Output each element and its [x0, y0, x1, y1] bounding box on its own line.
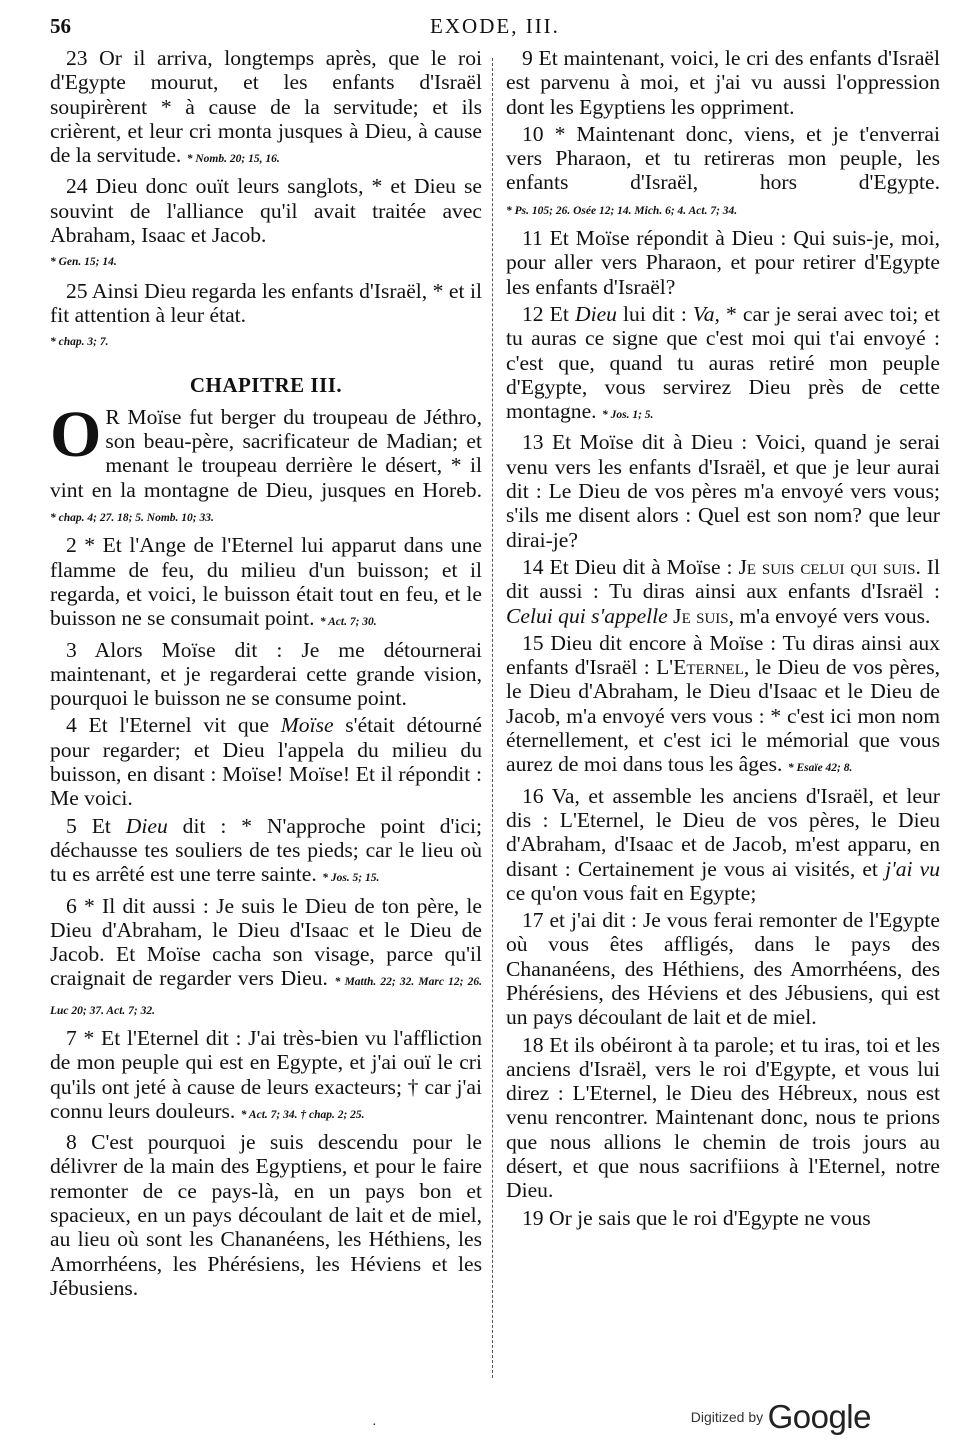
google-logo: Google — [767, 1398, 871, 1435]
verse-13: 13 Et Moïse dit à Dieu : Voici, quand je serai venu vers les enfants d'Israël, et que je leur aurai dit : Le Dieu de vos pères m'a envoyé vers vous; s'ils me disent alors : Quel est son nom? que leur dirai-je? — [506, 430, 940, 552]
verse-8: 8 C'est pourquoi je suis descendu pour le délivrer de la main des Egyptiens, et pour le faire remonter de ce pays-là, en un pays bon et spacieux, en un pays découlant de lait et de miel, au lieu où sont les Chananéens, les Héthiens, les Amorrhéens, les Phérésiens, les Héviens et les Jébusiens. — [50, 1130, 482, 1300]
verse-12: 12 Et Dieu lui dit : Va, * car je serai avec toi; et tu auras ce signe que c'est moi qui t'ai envoyé : c'est que, quand tu auras retiré mon peuple d'Egypte, vous servirez Dieu près de cette montagne. * Jos. 1; 5. — [506, 301, 940, 424]
verse-2: 2 * Et l'Ange de l'Eternel lui apparut dans une flamme de feu, du milieu d'un buisson; et il regarda, et voici, le buisson était tout en feu, et le buisson ne se consumait point. * Act. 7; 30. — [50, 533, 482, 631]
digitized-watermark — [691, 1398, 871, 1436]
verse-15: 15 Dieu dit encore à Moïse : Tu diras ainsi aux enfants d'Israël : L'Eternel, le Dieu de vos pères, le Dieu d'Abraham, le Dieu d'Isaac et le Dieu de Jacob, m'a envoyé vers vous : * c'est ici mon nom éternellement, et c'est ici le mémorial que vous aurez de moi dans tous les âges. * Esaïe 42; 8. — [506, 630, 941, 777]
chapter-title: CHAPITRE III. — [189, 372, 343, 397]
digitized-label: Digitized by — [690, 1409, 764, 1425]
page-header — [50, 14, 940, 44]
verse-14: 14 Et Dieu dit à Moïse : Je suis celui qui suis. Il dit aussi : Tu diras ainsi aux enfants d'Israël : Celui qui s'appelle Je suis, m'a envoyé vers vous. — [506, 554, 940, 628]
verse-ref: * Jos. 1; 5. — [601, 409, 654, 422]
page-mark: · — [372, 1418, 377, 1433]
verse-5: 5 Et Dieu dit : * N'approche point d'ici; déchausse tes souliers de tes pieds; car le lieu où tu es arrêté est une terre sainte. * Jos. 5; 15. — [50, 813, 482, 887]
verse-24: 24 Dieu donc ouït leurs sanglots, * et Dieu se souvint de l'alliance qu'il avait traitée avec Abraham, Isaac et Jacob. — [50, 174, 482, 248]
verse-ref: * Esaïe 42; 8. — [787, 762, 853, 775]
verse-1: O R Moïse fut berger du troupeau de Jéthro, son beau-père, sacrificateur de Madian; et menant le troupeau derrière le désert, * il vint en la montagne de Dieu, jusques en Horeb. * chap. 4; 27. 18; 5. Nomb. 10; 33. — [50, 397, 482, 525]
page-number: 56 — [50, 14, 71, 38]
verse-16: 16 Va, et assemble les anciens d'Israël, et leur dis : L'Eternel, le Dieu de vos pères, le Dieu d'Abraham, d'Isaac et de Jacob, m'est apparu, en disant : Certainement je vous ai visités, et j'ai vu ce qu'on vous fait en Egypte; — [506, 783, 941, 905]
column-divider — [492, 58, 493, 1378]
left-column — [50, 46, 482, 1303]
right-column — [506, 46, 940, 1233]
verse-ref: * Nomb. 20; 15, 16. — [186, 153, 280, 166]
verse-ref: * Act. 7; 34. † chap. 2; 25. — [240, 1108, 365, 1121]
verse-19: 19 Or je sais que le roi d'Egypte ne vous — [522, 1205, 871, 1230]
verse-3: 3 Alors Moïse dit : Je me détournerai maintenant, et je regarderai cette grande vision, pourquoi le buisson ne se consume point. — [50, 637, 482, 711]
verse-ref: * Matth. 22; 32. Marc 12; 26. Luc 20; 37. Act. 7; 32. — [50, 976, 483, 1017]
verse-25: 25 Ainsi Dieu regarda les enfants d'Israël, * et il fit attention à leur état. — [50, 278, 482, 327]
running-title: EXODE, III. — [430, 14, 560, 38]
verse-10: 10 * Maintenant donc, viens, et je t'enverrai vers Pharaon, et tu retireras mon peuple, les enfants d'Israël, hors d'Egypte. * Ps. 105; 26. Osée 12; 14. Mich. 6; 4. Act. 7; 34. — [506, 121, 940, 217]
verse-23: 23 Or il arriva, longtemps après, que le roi d'Egypte mourut, et les enfants d'Israël soupirèrent * à cause de la servitude; et ils crièrent, et leur cri monta jusques à Dieu, à cause de la servitude. * Nomb. 20; 15, 16. — [50, 46, 482, 168]
drop-cap: O — [50, 397, 102, 471]
verse-11: 11 Et Moïse répondit à Dieu : Qui suis-je, moi, pour aller vers Pharaon, et pour retirer d'Egypte les enfants d'Israël? — [506, 226, 940, 299]
verse-ref: * Jos. 5; 15. — [322, 872, 380, 885]
verse-7: 7 * Et l'Eternel dit : J'ai très-bien vu l'affliction de mon peuple qui est en Egypte, et j'ai ouï le cri qu'ils ont jeté à cause de leurs exacteurs; † car j'ai connu leurs douleurs. * Act. 7; 34. † chap. 2; 25. — [50, 1025, 482, 1123]
verse-9: 9 Et maintenant, voici, le cri des enfants d'Israël est parvenu à moi, et j'ai vu aussi l'oppression dont les Egyptiens les oppriment. — [506, 46, 940, 119]
verse-4: 4 Et l'Eternel vit que Moïse s'était détourné pour regarder; et Dieu l'appela du milieu du buisson, en disant : Moïse! Moïse! Et il répondit : Me voici. — [50, 713, 483, 811]
verse-6: 6 * Il dit aussi : Je suis le Dieu de ton père, le Dieu d'Abraham, le Dieu d'Isaac et le Dieu de Jacob. Et Moïse cacha son visage, parce qu'il craignait de regarder vers Dieu. * Matth. 22; 32. Marc 12; 26. Luc 20; 37. Act. 7; 32. — [50, 893, 483, 1017]
verse-ref: * Act. 7; 30. — [319, 616, 377, 629]
verse-ref: * Ps. 105; 26. Osée 12; 14. Mich. 6; 4. Act. 7; 34. — [506, 204, 738, 217]
verse-ref: * Gen. 15; 14. — [50, 256, 117, 269]
verse-ref: * chap. 3; 7. — [50, 336, 109, 349]
verse-17: 17 et j'ai dit : Je vous ferai remonter de l'Egypte où vous êtes affligés, dans le pays des Chananéens, des Héthiens, des Amorrhéens, des Phérésiens, des Héviens et des Jébusiens, qui est un pays découlant de lait et de miel. — [506, 908, 940, 1030]
verse-ref: * chap. 4; 27. 18; 5. Nomb. 10; 33. — [50, 512, 214, 525]
verse-18: 18 Et ils obéiront à ta parole; et tu iras, toi et les anciens d'Israël, vers le roi d'Egypte, et vous lui direz : L'Eternel, le Dieu des Hébreux, nous est venu rencontrer. Maintenant donc, nous te prions que nous allions le chemin de trois jours au désert, et que nous sacrifiions à l'Eternel, notre Dieu. — [506, 1032, 940, 1203]
